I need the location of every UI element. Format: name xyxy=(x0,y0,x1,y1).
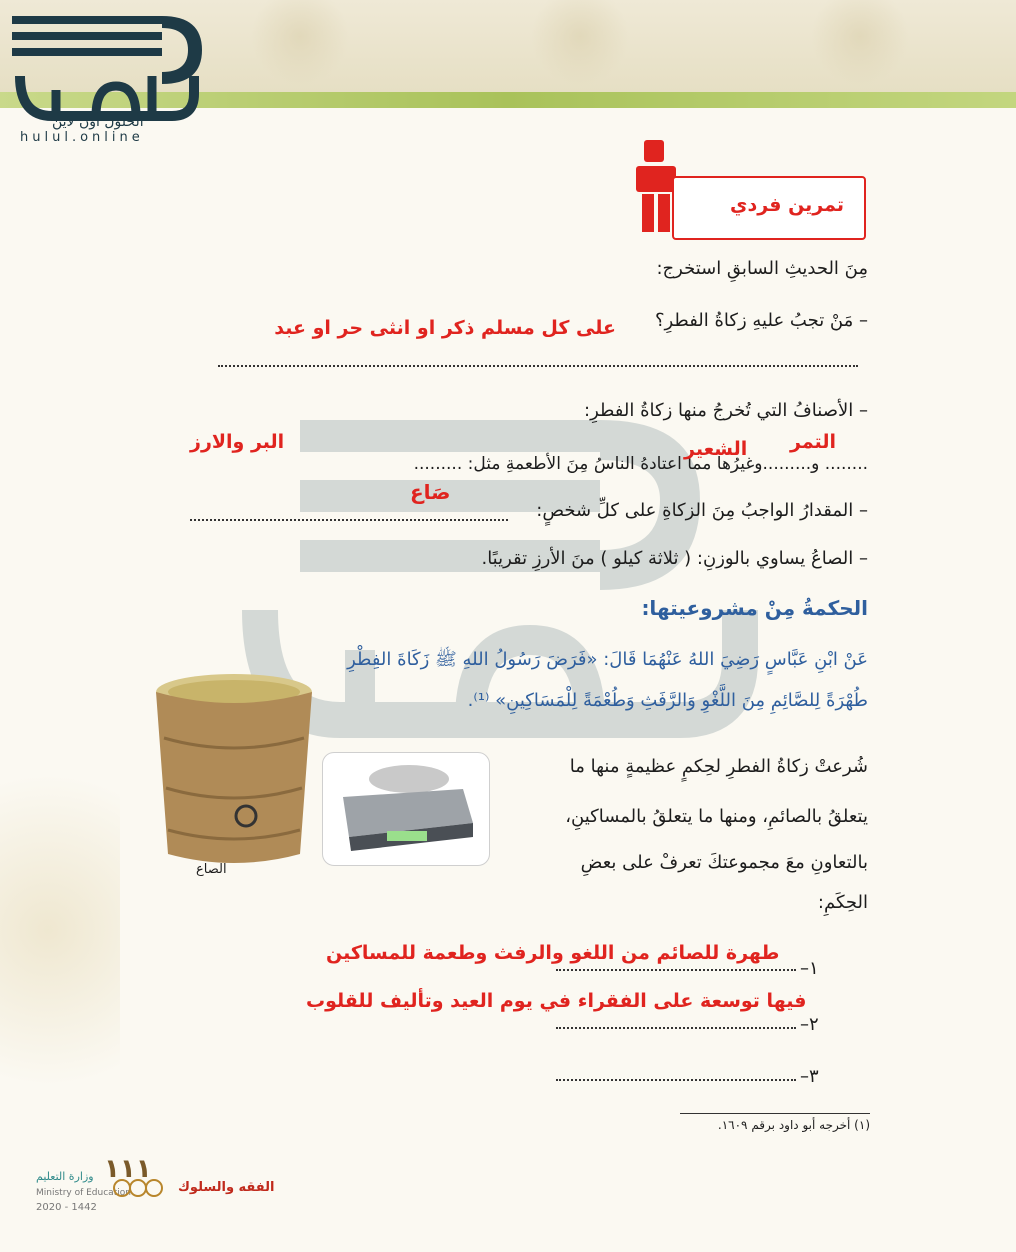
brand-logo xyxy=(12,6,202,146)
hadith-line-1: عَنْ ابْنِ عَبَّاسٍ رَضِيَ اللهُ عَنْهُمَا قَالَ: «فَرَضَ رَسُولُ اللهِ ﷺ زَكَاةَ الفِطْرِ xyxy=(347,649,868,670)
footnote-rule xyxy=(680,1113,870,1114)
answer-line xyxy=(218,364,858,367)
ornament xyxy=(520,0,640,92)
answer-line xyxy=(190,518,508,521)
ministry-year: 2020 - 1442 xyxy=(36,1202,97,1213)
question-2-line: ........ و.........وغيرُها مما اعتادهُ الناسُ مِنَ الأطعمةِ مثل: ......... xyxy=(413,454,868,474)
badge-label: تمرين فردي xyxy=(730,194,844,216)
body-line: بالتعاونِ معَ مجموعتكَ تعرفْ على بعضِ xyxy=(580,852,868,873)
page-number: ١١١ xyxy=(104,1154,152,1184)
wisdom-answer-1: طهرة للصائم من اللغو والرفث وطعمة للمساكين xyxy=(326,942,780,964)
ministry-ar: وزارة التعليم xyxy=(36,1170,94,1183)
body-line: يتعلقُ بالصائمِ، ومنها ما يتعلقُ بالمساكينِ، xyxy=(565,806,868,827)
logo-sub-en: hulul.online xyxy=(20,130,144,145)
question-2: – الأصنافُ التي تُخرجُ منها زكاةُ الفطرِ: xyxy=(584,400,868,421)
answer-2c: البر والارز xyxy=(190,431,285,453)
question-4: – الصاعُ يساوي بالوزنِ: ( ثلاثة كيلو ) منَ الأرزِ تقريبًا. xyxy=(481,548,868,569)
list-number: ١– xyxy=(800,958,819,979)
wisdom-answer-2: فيها توسعة على الفقراء في يوم العيد وتأليف للقلوب xyxy=(306,990,807,1012)
saa-basket-image xyxy=(150,668,318,868)
answer-line xyxy=(556,1078,796,1081)
list-number: ٣– xyxy=(800,1066,819,1087)
answer-2b: الشعير xyxy=(684,438,748,460)
question-1: – مَنْ تجبُ عليهِ زكاةُ الفطرِ؟ xyxy=(654,310,868,331)
ministry-emblem-icon xyxy=(110,1176,166,1200)
ministry-en: Ministry of Education xyxy=(36,1188,131,1198)
image-caption: الصاع xyxy=(196,862,227,877)
answer-line xyxy=(556,968,796,971)
ornament xyxy=(800,0,920,92)
hadith-line-2: طُهْرَةً لِلصَّائِمِ مِنَ اللَّغْوِ وَالرَّفَثِ وَطُعْمَةً لِلْمَسَاكِينِ» ⁽¹⁾. xyxy=(467,690,868,711)
logo-sub-ar: الحلول اون لاين xyxy=(52,114,144,130)
question-3: – المقدارُ الواجبُ مِنَ الزكاةِ على كلِّ شخصٍ: xyxy=(536,500,868,521)
scale-image xyxy=(322,752,490,866)
subject-name: الفقه والسلوك xyxy=(178,1180,275,1195)
side-ornament xyxy=(0,720,120,1140)
body-line: الحِكَمِ: xyxy=(817,892,868,913)
ornament xyxy=(240,0,360,92)
list-number: ٢– xyxy=(800,1014,819,1035)
exercise-badge xyxy=(672,176,866,240)
answer-3: صَاع xyxy=(410,480,451,504)
intro-text: مِنَ الحديثِ السابقِ استخرج: xyxy=(656,258,868,279)
body-line: شُرعتْ زكاةُ الفطرِ لحِكمٍ عظيمةٍ منها ما xyxy=(569,756,868,777)
section-heading: الحكمةُ مِنْ مشروعيتها: xyxy=(641,596,868,620)
answer-line xyxy=(556,1026,796,1029)
footnote: (١) أخرجه أبو داود برقم ١٦٠٩. xyxy=(717,1118,870,1132)
answer-1: على كل مسلم ذكر او انثى حر او عبد xyxy=(274,317,616,339)
answer-2a: التمر xyxy=(790,431,836,453)
